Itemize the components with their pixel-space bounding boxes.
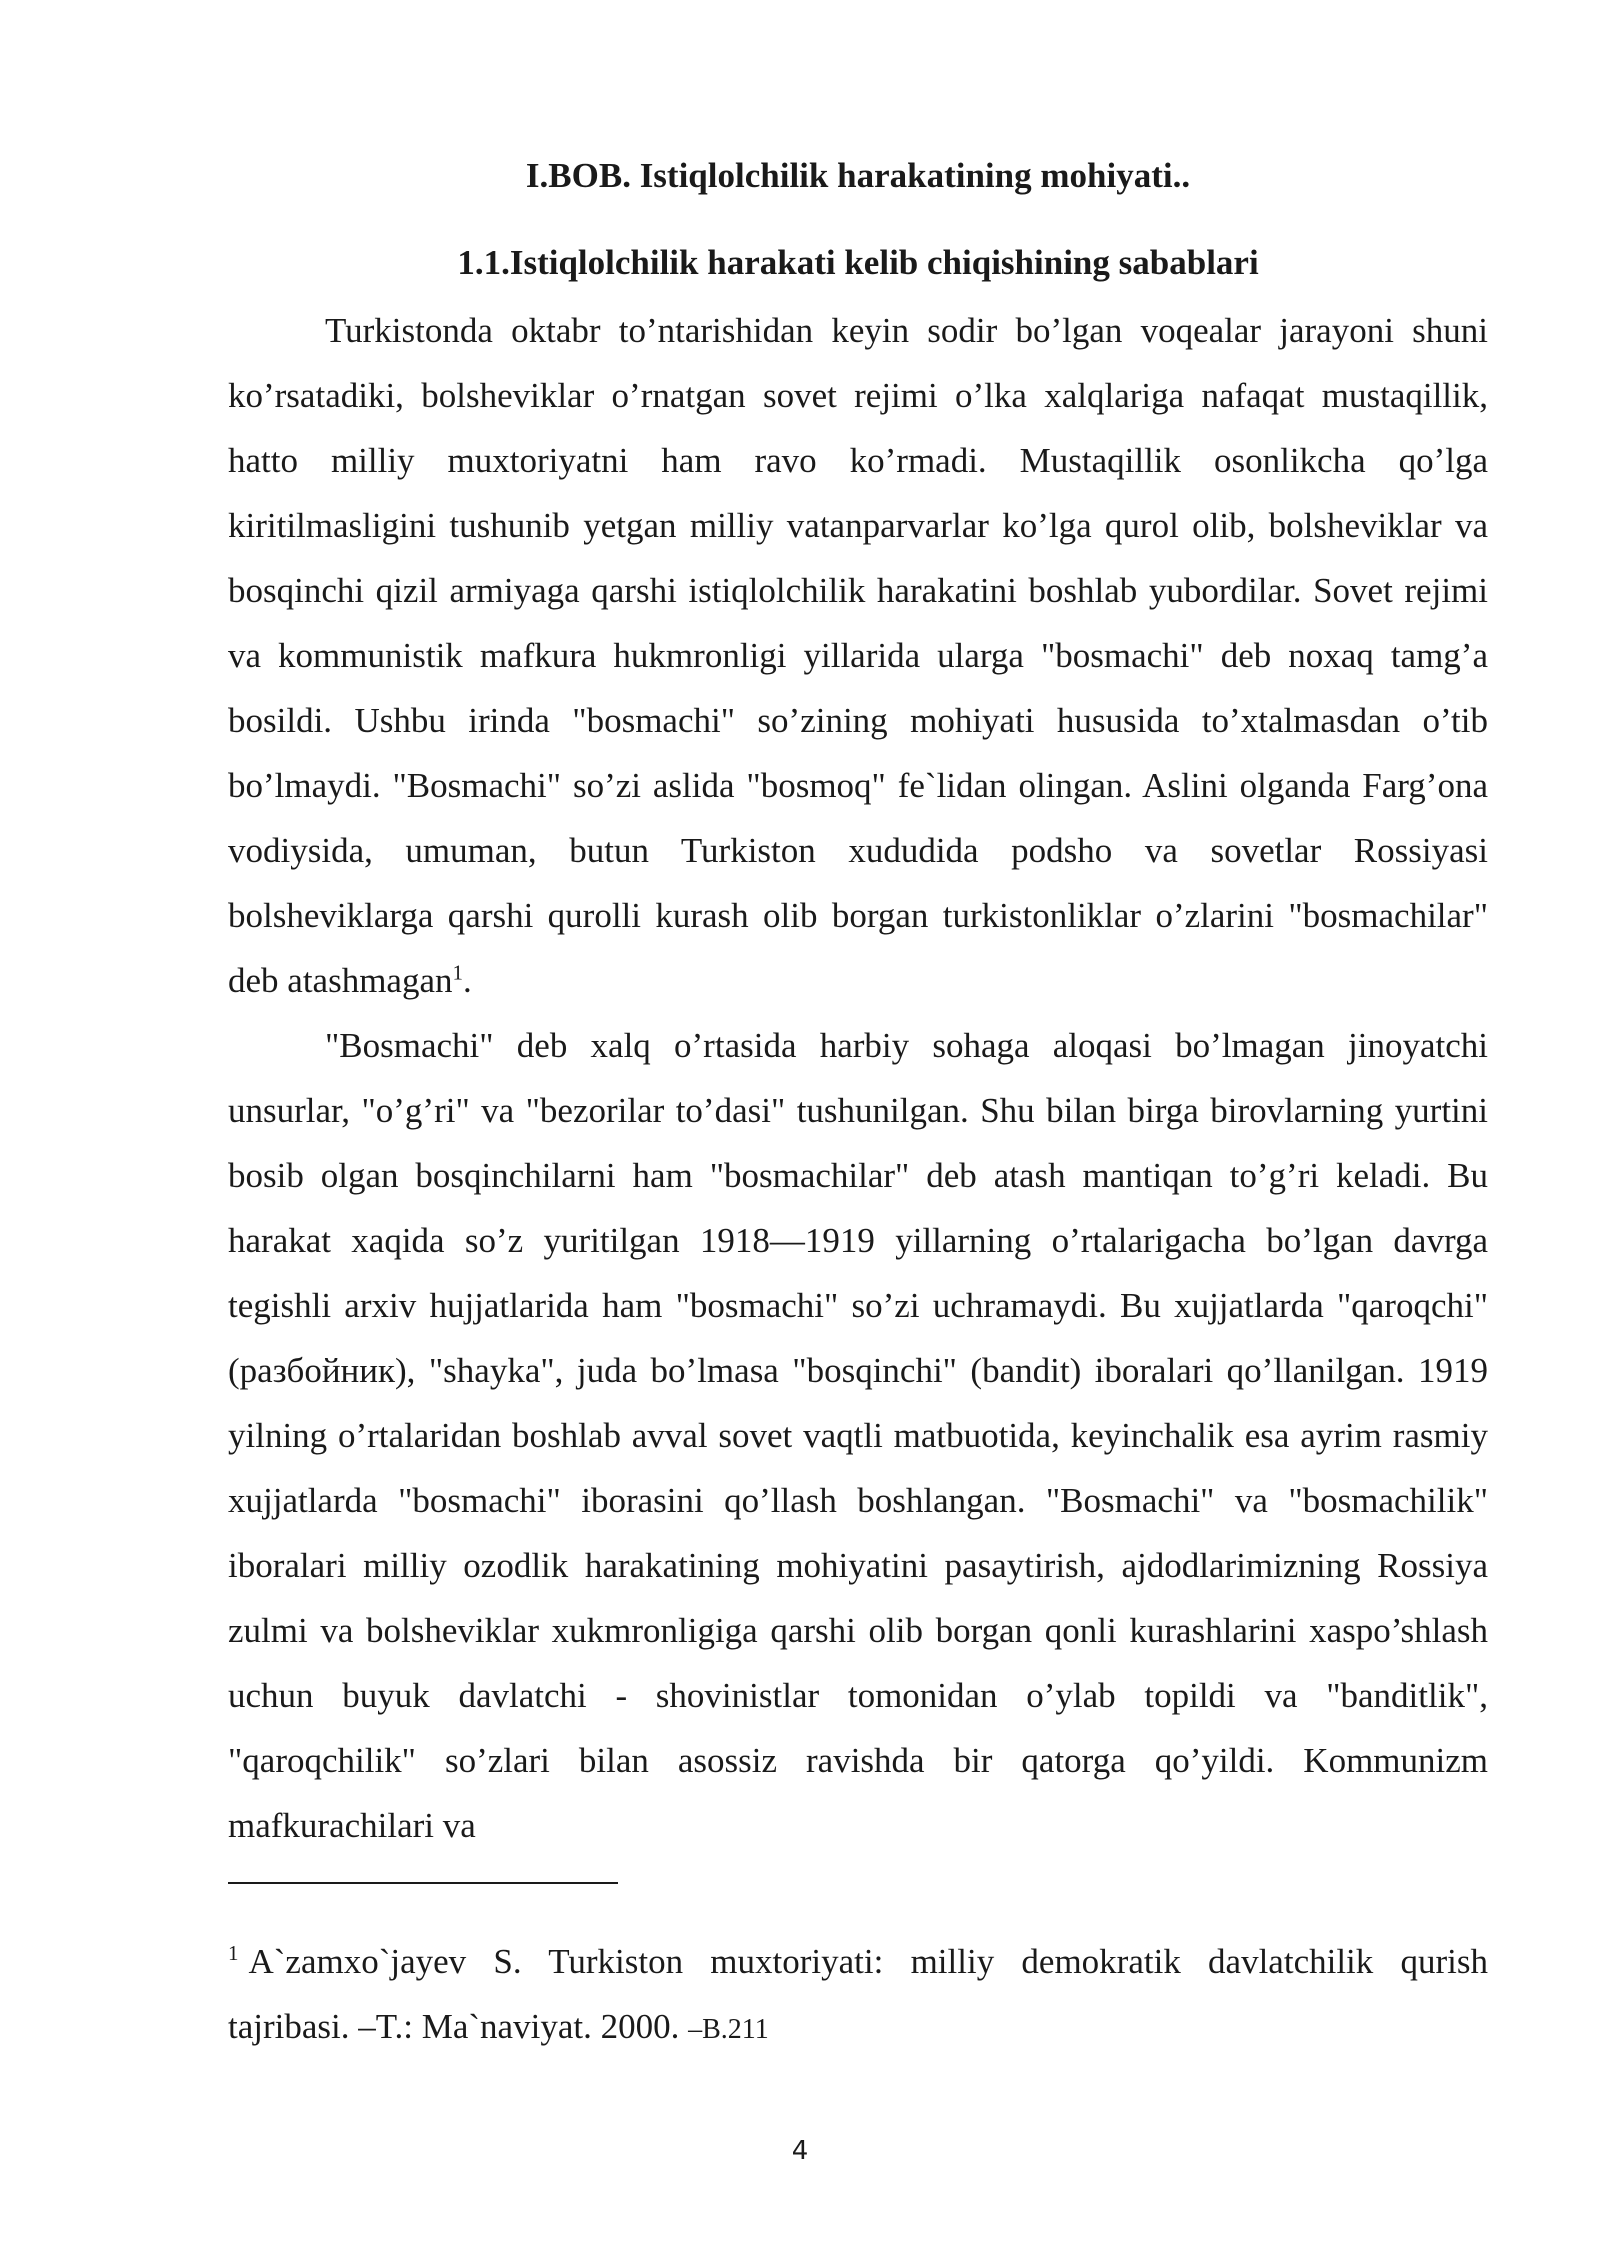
footnote-reference[interactable]: 1 — [452, 960, 463, 985]
paragraph-2: "Bosmachi" deb xalq o’rtasida harbiy sohaga aloqasi bo’lmagan jinoyatchi unsurlar, "o’g’ri" va "bezorilar to’dasi" tushunilgan. Shu bilan birga birovlarning yurtini bosib olgan bosqinchilarni ham "bosmachilar" deb atash mantiqan to’g’ri keladi. Bu harakat xaqida so’z yuritilgan 1918—1919 yillarning o’rtalarigacha bo’lgan davrga tegishli arxiv hujjatlarida ham "bosmachi" so’zi uchramaydi. Bu xujjatlarda "qaroqchi" (разбойник), "shayka", juda bo’lmasa "bosqinchi" (bandit) iboralari qo’llanilgan. 1919 yilning o’rtalaridan boshlab avval sovet vaqtli matbuotida, keyinchalik esa ayrim rasmiy xujjatlarda "bosmachi" iborasini qo’llash boshlangan. "Bosmachi" va "bosmachilik" iboralari milliy ozodlik harakatining mohiyatini pasaytirish, ajdodlarimizning Rossiya zulmi va bolsheviklar xukmronligiga qarshi olib borgan qonli kurashlarini xaspo’shlash uchun buyuk davlatchi - shovinistlar tomonidan o’ylab topildi va "banditlik", "qaroqchilik" so’zlari bilan asossiz ravishda bir qatorga qo’yildi. Kommunizm mafkurachilari va — [228, 1026, 1488, 1845]
footnote-separator — [228, 1882, 618, 1884]
paragraph-1-text: Turkistonda oktabr to’ntarishidan keyin sodir bo’lgan voqealar jarayoni shuni ko’rsatadiki, bolsheviklar o’rnatgan sovet rejimi o’lka xalqlariga nafaqat mustaqillik, hatto milliy muxtoriyatni ham ravo ko’rmadi. Mustaqillik osonlikcha qo’lga kiritilmasligini tushunib yetgan milliy vatanparvarlar ko’lga qurol olib, bolsheviklar va bosqinchi qizil armiyaga qarshi istiqlolchilik harakatini boshlab yubordilar. Sovet rejimi va kommunistik mafkura hukmronligi yillarida ularga "bosmachi" deb noxaq tamg’a bosildi. Ushbu irinda "bosmachi" so’zining mohiyati hususida to’xtalmasdan o’tib bo’lmaydi. "Bosmachi" so’zi aslida "bosmoq" fe`lidan olingan. Aslini olganda Farg’ona vodiysida, umuman, butun Turkiston xududida podsho va sovetlar Rossiyasi bolsheviklarga qarshi qurolli kurash olib borgan turkistonliklar o’zlarini "bosmachilar" deb atashmagan — [228, 311, 1488, 1000]
paragraph-1-end: . — [463, 961, 472, 1000]
page-number: 4 — [791, 2136, 809, 2166]
chapter-title: I.BOB. Istiqlolchilik harakatining mohiyati.. — [525, 156, 1191, 195]
footnote — [228, 1929, 1488, 2062]
paragraph-1 — [228, 298, 1488, 1013]
footnote-text: A`zamxo`jayev S. Turkiston muxtoriyati: milliy demokratik davlatchilik qurish tajribasi. –T.: Ma`naviyat. 2000. — [228, 1942, 1488, 2046]
footnote-mark: 1 — [228, 1941, 239, 1966]
footnote-page-ref: –B.211 — [688, 2014, 769, 2045]
section-title: 1.1.Istiqlolchilik harakati kelib chiqishining sabablari — [457, 243, 1259, 282]
